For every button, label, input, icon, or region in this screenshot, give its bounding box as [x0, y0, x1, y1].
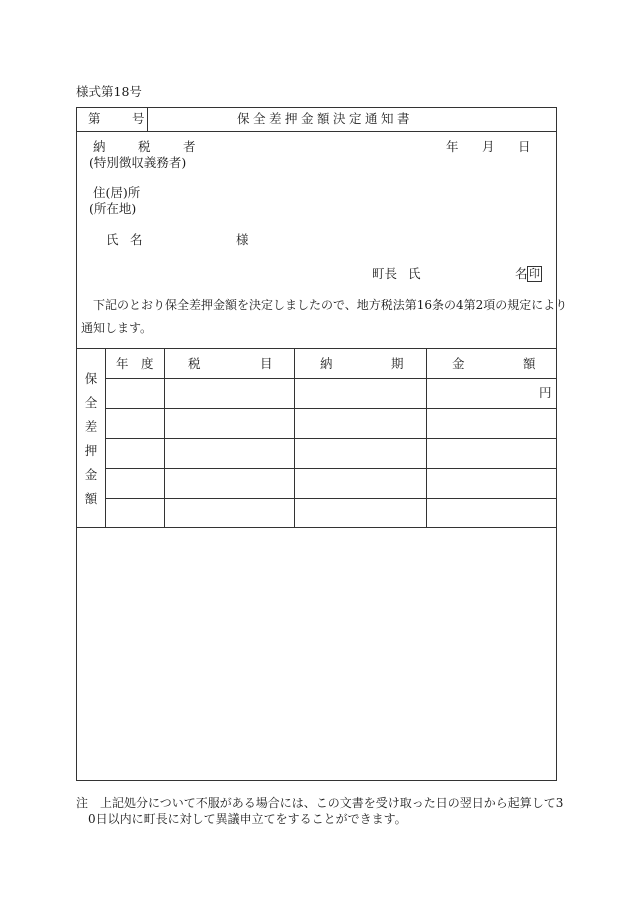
body-text-line2: 通知します。 [81, 321, 153, 335]
number-label-right: 号 [132, 111, 145, 126]
address-sub: (所在地) [89, 201, 137, 216]
name-honorific: 様 [236, 232, 249, 247]
body-text-line1: 下記のとおり保全差押金額を決定しましたので、地方税法第16条の4第2項の規定により [93, 298, 568, 312]
issuer-title: 町長 [372, 266, 398, 281]
note-line2: 0日以内に町長に対して異議申立てをすることができます。 [88, 812, 407, 826]
main-frame [76, 131, 557, 781]
yen-unit: 円 [539, 385, 552, 400]
issuer-shi: 氏 [408, 266, 421, 281]
number-label-left: 第 [88, 111, 101, 126]
table-top-line [76, 348, 557, 349]
issuer-mei: 名 [515, 266, 528, 281]
form-number: 様式第18号 [76, 84, 142, 99]
note-label: 注 [76, 796, 89, 810]
table-row-line [105, 408, 557, 409]
header-divider [147, 107, 148, 132]
table-row-line [105, 498, 557, 499]
table-bottom-line [76, 527, 557, 528]
table-row-line [105, 378, 557, 379]
document-title: 保全差押金額決定通知書 [237, 111, 414, 126]
note-line1: 上記処分について不服がある場合には、この文書を受け取った日の翌日から起算して3 [100, 796, 564, 810]
seal-stamp: 印 [529, 267, 540, 280]
table-row-line [105, 438, 557, 439]
table-row-line [105, 468, 557, 469]
taxpayer-sub: (特別徴収義務者) [89, 155, 187, 170]
address-label: 住(居)所 [93, 185, 141, 200]
